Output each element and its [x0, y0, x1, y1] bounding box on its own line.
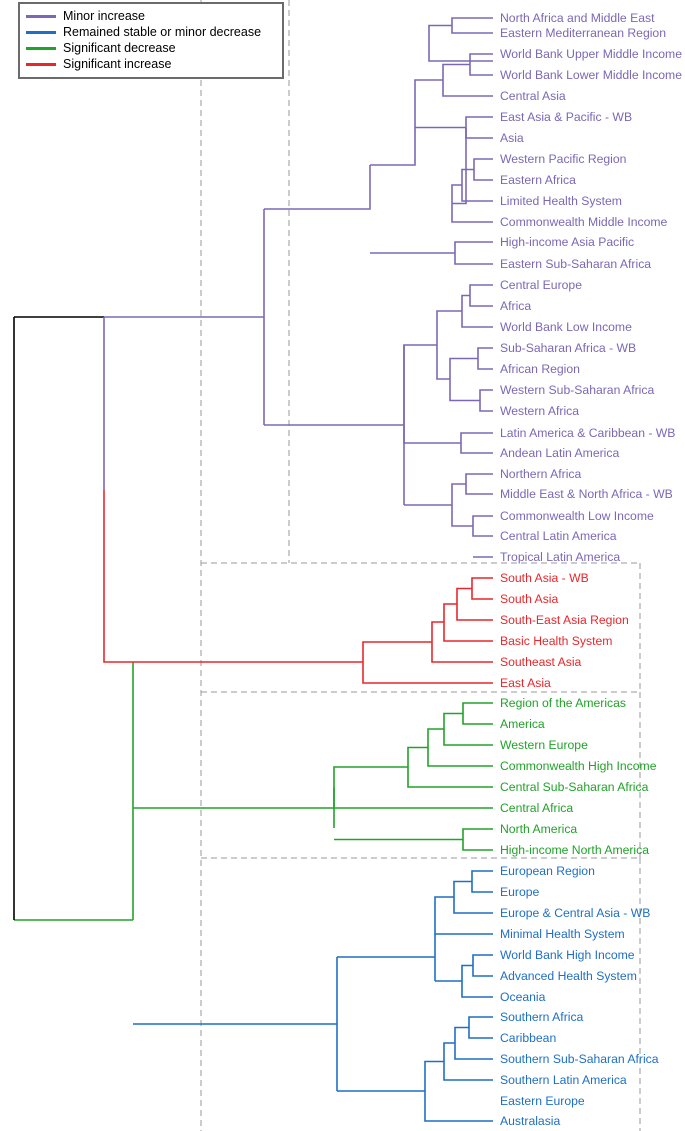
- leaf-label: Central Africa: [500, 801, 574, 815]
- leaf-label: Southern Africa: [500, 1010, 584, 1024]
- leaf-label: North Africa and Middle East: [500, 11, 655, 25]
- leaf-label: World Bank Low Income: [500, 320, 632, 334]
- leaf-label: Sub-Saharan Africa - WB: [500, 341, 637, 355]
- leaf-label: Western Pacific Region: [500, 152, 627, 166]
- leaf-label: East Asia: [500, 676, 551, 690]
- leaf-label: Africa: [500, 299, 532, 313]
- leaf-label: Basic Health System: [500, 634, 613, 648]
- purple-cluster-branches: [104, 18, 493, 557]
- leaf-label: Oceania: [500, 990, 546, 1004]
- leaf-label: Asia: [500, 131, 524, 145]
- legend: [18, 2, 284, 79]
- leaf-label: Central Europe: [500, 278, 582, 292]
- leaf-label: Eastern Mediterranean Region: [500, 26, 666, 40]
- legend-item-minor-increase: [26, 8, 274, 24]
- leaf-label: Commonwealth High Income: [500, 759, 657, 773]
- leaf-label: World Bank Upper Middle Income: [500, 47, 682, 61]
- legend-swatch-significant-increase: [26, 63, 56, 66]
- legend-swatch-significant-decrease: [26, 47, 56, 50]
- leaf-label: High-income North America: [500, 843, 650, 857]
- legend-item-stable-or-minor-decrease: [26, 24, 274, 40]
- leaf-label: Southern Sub-Saharan Africa: [500, 1052, 659, 1066]
- leaf-label: World Bank High Income: [500, 948, 635, 962]
- leaf-label: European Region: [500, 864, 595, 878]
- legend-item-significant-increase: [26, 56, 274, 72]
- leaf-label: Eastern Sub-Saharan Africa: [500, 257, 652, 271]
- red-root-link: [104, 490, 133, 662]
- leaf-label: Europe: [500, 885, 540, 899]
- leaf-label: Northern Africa: [500, 467, 582, 481]
- legend-label-minor-increase: Minor increase: [63, 9, 145, 23]
- leaf-label: Advanced Health System: [500, 969, 637, 983]
- leaf-label: Middle East & North Africa - WB: [500, 487, 673, 501]
- root-branches: [14, 317, 104, 920]
- leaf-label: Commonwealth Middle Income: [500, 215, 668, 229]
- leaf-label: East Asia & Pacific - WB: [500, 110, 633, 124]
- leaf-label: Western Africa: [500, 404, 580, 418]
- leaf-label: Andean Latin America: [500, 446, 620, 460]
- legend-label-significant-decrease: Significant decrease: [63, 41, 176, 55]
- leaf-label: South Asia - WB: [500, 571, 589, 585]
- leaf-label: African Region: [500, 362, 580, 376]
- leaf-label: South Asia: [500, 592, 559, 606]
- leaf-label: Tropical Latin America: [500, 550, 621, 564]
- legend-label-stable-or-minor-decrease: Remained stable or minor decrease: [63, 25, 262, 39]
- leaf-label: Eastern Europe: [500, 1094, 585, 1108]
- leaf-label: Eastern Africa: [500, 173, 576, 187]
- green-cluster-branches: [14, 662, 493, 920]
- legend-item-significant-decrease: [26, 40, 274, 56]
- leaf-label: High-income Asia Pacific: [500, 235, 635, 249]
- leaf-label: Central Sub-Saharan Africa: [500, 780, 649, 794]
- leaf-label: Region of the Americas: [500, 696, 627, 710]
- leaf-label: Australasia: [500, 1114, 561, 1128]
- leaf-label: America: [500, 717, 545, 731]
- leaf-label: Southeast Asia: [500, 655, 582, 669]
- leaf-label: Europe & Central Asia - WB: [500, 906, 651, 920]
- leaf-label: Central Asia: [500, 89, 566, 103]
- leaf-label: Western Europe: [500, 738, 588, 752]
- leaf-label: Limited Health System: [500, 194, 622, 208]
- leaf-label: Latin America & Caribbean - WB: [500, 426, 676, 440]
- leaf-label: Caribbean: [500, 1031, 557, 1045]
- blue-cluster-branches: [133, 871, 493, 1121]
- leaf-label: Central Latin America: [500, 529, 617, 543]
- leaf-label: Commonwealth Low Income: [500, 509, 654, 523]
- legend-swatch-minor-increase: [26, 15, 56, 18]
- leaf-label: North America: [500, 822, 578, 836]
- leaf-label: World Bank Lower Middle Income: [500, 68, 682, 82]
- leaf-label: Southern Latin America: [500, 1073, 627, 1087]
- leaf-label: Western Sub-Saharan Africa: [500, 383, 655, 397]
- red-cluster-branches: [133, 578, 493, 683]
- legend-swatch-stable-or-minor-decrease: [26, 31, 56, 34]
- leaf-label: Minimal Health System: [500, 927, 625, 941]
- leaf-label: South-East Asia Region: [500, 613, 629, 627]
- legend-label-significant-increase: Significant increase: [63, 57, 172, 71]
